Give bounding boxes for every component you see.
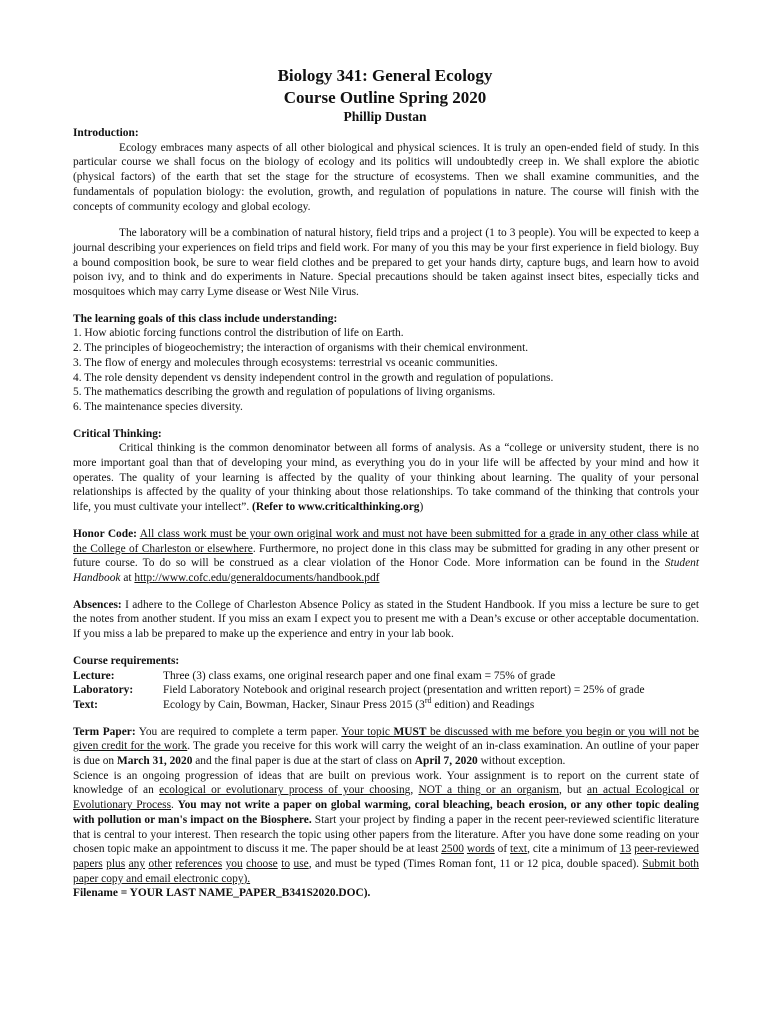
outline-due-date: March 31, 2020 [116, 755, 193, 768]
absences-paragraph: Absences: I adhere to the College of Charleston Absence Policy as stated in the Student Handbook. If you miss a lecture be sure to get the notes from another student. If you miss an exam I expect you to present me with a Dean’s excuse or other acceptable documentation. If you miss a lab be prepared to make up the experience and entry in your lab book. [73, 598, 699, 641]
critical-thinking-paragraph: Critical thinking is the common denominator between all forms of analysis. As a “college or university student, there is no more important goal than that of developing your mind, as everything you do in your life will be affected by your mind and how it operates. The quality of your learning is affected by the quality of your thinking about learning. The quality of your personal relationships is affected by the quality of your thinking about those relationships. To take command of the thinking that controls your life, you must cultivate your intellect”. (Refer to www.criticalthinking.org) [73, 442, 699, 514]
course-title: Biology 341: General Ecology [277, 66, 493, 85]
introduction-paragraph-1: Ecology embraces many aspects of all other biological and physical sciences. It is truly an open-ended field of study. In this particular course we shall focus on the biology of ecology and its politics will undoubtedly creep in. We shall explore the abiotic (physical factors) of the earth that set the stage for the structure of ecosystems. Then we shall examine communities, and the fundamentals of population biology: the evolution, growth, and regulation of populations in nature. The course will finish with the concepts of community ecology and global ecology. [73, 141, 699, 213]
critical-thinking-link[interactable]: (Refer to www.criticalthinking.org [252, 501, 420, 514]
list-item: 1. How abiotic forcing functions control the distribution of life on Earth. [73, 327, 404, 340]
honor-code-label: Honor Code: [73, 527, 137, 540]
requirements-heading: Course requirements: [73, 654, 180, 667]
list-item: 5. The mathematics describing the growth and regulation of populations of living organisms. [73, 386, 496, 399]
list-item: 2. The principles of biogeochemistry; the interaction of organisms with their chemical environment. [73, 342, 529, 355]
course-subtitle: Course Outline Spring 2020 [283, 88, 487, 107]
list-item: 6. The maintenance species diversity. [73, 400, 243, 413]
introduction-paragraph-2: The laboratory will be a combination of natural history, field trips and a project (1 to 3 people). You will be expected to keep a journal describing your experiences on field trips and field work. For many of you this may be your first experience in field biology. Buy a bound composition book, be sure to wear field clothes and be prepared to get your hands dirty, capture bugs, and learn how to avoid poison ivy, and to think and do experiments in Nature. Special precautions should be taken against insect bites, especially ticks and mosquitoes which may carry Lyme disease or West Nile Virus. [73, 227, 699, 299]
final-due-date: April 7, 2020 [414, 755, 478, 768]
instructor-name: Phillip Dustan [343, 109, 427, 124]
introduction-heading: Introduction: [73, 127, 139, 139]
filename-instruction: Filename = YOUR LAST NAME_PAPER_B341S2020.DOC). [73, 887, 371, 900]
requirement-row: Laboratory: Field Laboratory Notebook and original research project (presentation and written report) = 25% of grade [73, 684, 645, 697]
document-body [73, 126, 699, 901]
list-item: 4. The role density dependent vs density independent control in the growth and regulation of populations. [73, 371, 554, 384]
term-paper-label: Term Paper: [73, 725, 136, 738]
absences-label: Absences: [73, 598, 122, 611]
term-paper-paragraph: Term Paper: You are required to complete a term paper. Your topic MUST be discussed with me before you begin or you will not be given credit for the work. The grade you receive for this work will carry the weight of an in-class examination. An outline of your paper is due on March 31, 2020 and the final paper is due at the start of class on April 7, 2020 without exception. [73, 725, 700, 768]
list-item: 3. The flow of energy and molecules through ecosystems: terrestrial vs oceanic communities. [73, 356, 498, 369]
requirement-row: Lecture: Three (3) class exams, one original research paper and one final exam = 75% of grade [73, 669, 556, 682]
requirement-row: Text: Ecology by Cain, Bowman, Hacker, Sinaur Press 2015 (3rd edition) and Readings [73, 696, 535, 711]
critical-thinking-heading: Critical Thinking: [73, 427, 162, 440]
handbook-link[interactable]: http://www.cofc.edu/generaldocuments/handbook.pdf [134, 571, 380, 584]
honor-code-paragraph: Honor Code: All class work must be your own original work and must not have been submitted for a grade in any other class while at the College of Charleston or elsewhere. Furthermore, no project done in this class may be submitted for grading in any other present or future course. To do so will be construed as a clear violation of the Honor Code. More information can be found in the Student Handbook at http://www.cofc.edu/generaldocuments/handbook.pdf [73, 527, 700, 584]
goals-list [73, 326, 699, 414]
term-paper-details: Science is an ongoing progression of ideas that are built on previous work. Your assignment is to report on the current state of knowledge of an ecological or evolutionary process of your choosing, NOT a thing or an organism, but an actual Ecological or Evolutionary Process. You may not write a paper on global warming, coral bleaching, beach erosion, or any other topic dealing with pollution or man's impact on the Biosphere. Start your project by finding a paper in the recent peer-reviewed scientific literature that is central to your interest. Then research the topic using other papers from the literature. After you have done some reading on your chosen topic make an appointment to discuss it me. The paper should be at least 2500 words of text, cite a minimum of 13 peer-reviewed papers plus any other references you choose to use, and must be typed (Times Roman font, 11 or 12 pica, double spaced). Submit both paper copy and email electronic copy). [73, 769, 700, 885]
goals-heading: The learning goals of this class include understanding: [73, 312, 338, 325]
